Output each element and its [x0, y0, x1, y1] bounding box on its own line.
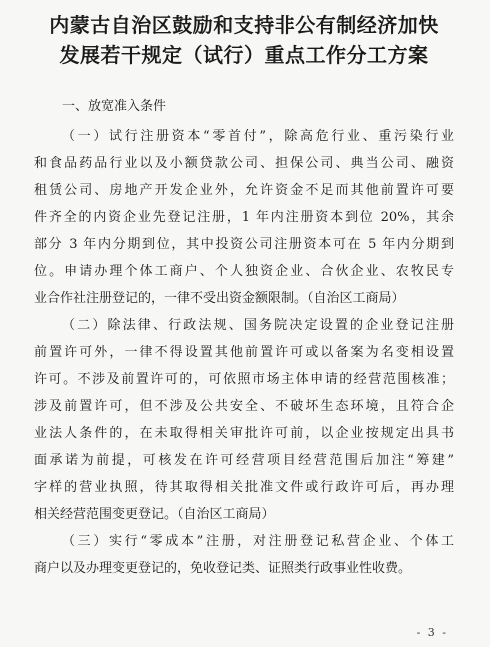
paragraph-2 — [34, 312, 454, 528]
paragraph-line: 相关经营范围变更登记。（自治区工商局） — [34, 507, 275, 522]
section-heading: 一、放宽准入条件 — [62, 99, 167, 114]
paragraph-line: 件齐全的内资企业先登记注册，1 年内注册资本到位 20%，其余 — [34, 210, 454, 225]
paragraph-line: 业合作社注册登记的，一律不受出资金额限制。（自治区工商局） — [34, 291, 405, 306]
paragraph-line: 部分 3 年内分期到位，其中投资公司注册资本可在 5 年内分期到 — [34, 237, 454, 252]
paragraph-line: 租赁公司、房地产开发企业外，允许资金不足而其他前置许可要 — [34, 183, 454, 198]
paragraph-line: 涉及前置许可，但不涉及公共安全、不破坏生态环境，且符合企 — [34, 399, 454, 414]
title-line-1: 内蒙古自治区鼓励和支持非公有制经济加快 — [49, 13, 439, 37]
paragraph-line: （一）试行注册资本“零首付”，除高危行业、重污染行业 — [62, 129, 454, 144]
paragraph-line: 许可。不涉及前置许可的，可依照市场主体申请的经营范围核准； — [34, 372, 454, 387]
paragraph-line: 位。申请办理个体工商户、个人独资企业、合伙企业、农牧民专 — [34, 264, 454, 279]
paragraph-line: 字样的营业执照，待其取得相关批准文件或行政许可后，再办理 — [34, 480, 454, 495]
title-line-2: 发展若干规定（试行）重点工作分工方案 — [59, 43, 429, 67]
paragraph-3 — [34, 528, 454, 582]
paragraph-line: （二）除法律、行政法规、国务院决定设置的企业登记注册 — [62, 318, 454, 333]
paragraph-line: 和食品药品行业以及小额贷款公司、担保公司、典当公司、融资 — [34, 156, 454, 171]
paragraph-1 — [34, 123, 454, 312]
paragraph-line: （三）实行“零成本”注册，对注册登记私营企业、个体工 — [62, 534, 454, 549]
page-number: - 3 - — [416, 626, 448, 639]
document-title — [34, 10, 454, 70]
paragraph-line: 商户以及办理变更登记的，免收登记类、证照类行政事业性收费。 — [34, 561, 412, 576]
paragraph-line: 前置许可外，一律不得设置其他前置许可或以备案为名变相设置 — [34, 345, 454, 360]
paragraph-line: 业法人条件的，在未取得相关审批许可前，以企业按规定出具书 — [34, 426, 454, 441]
paragraph-line: 面承诺为前提，可核发在许可经营项目经营范围后加注“筹建” — [34, 453, 454, 468]
